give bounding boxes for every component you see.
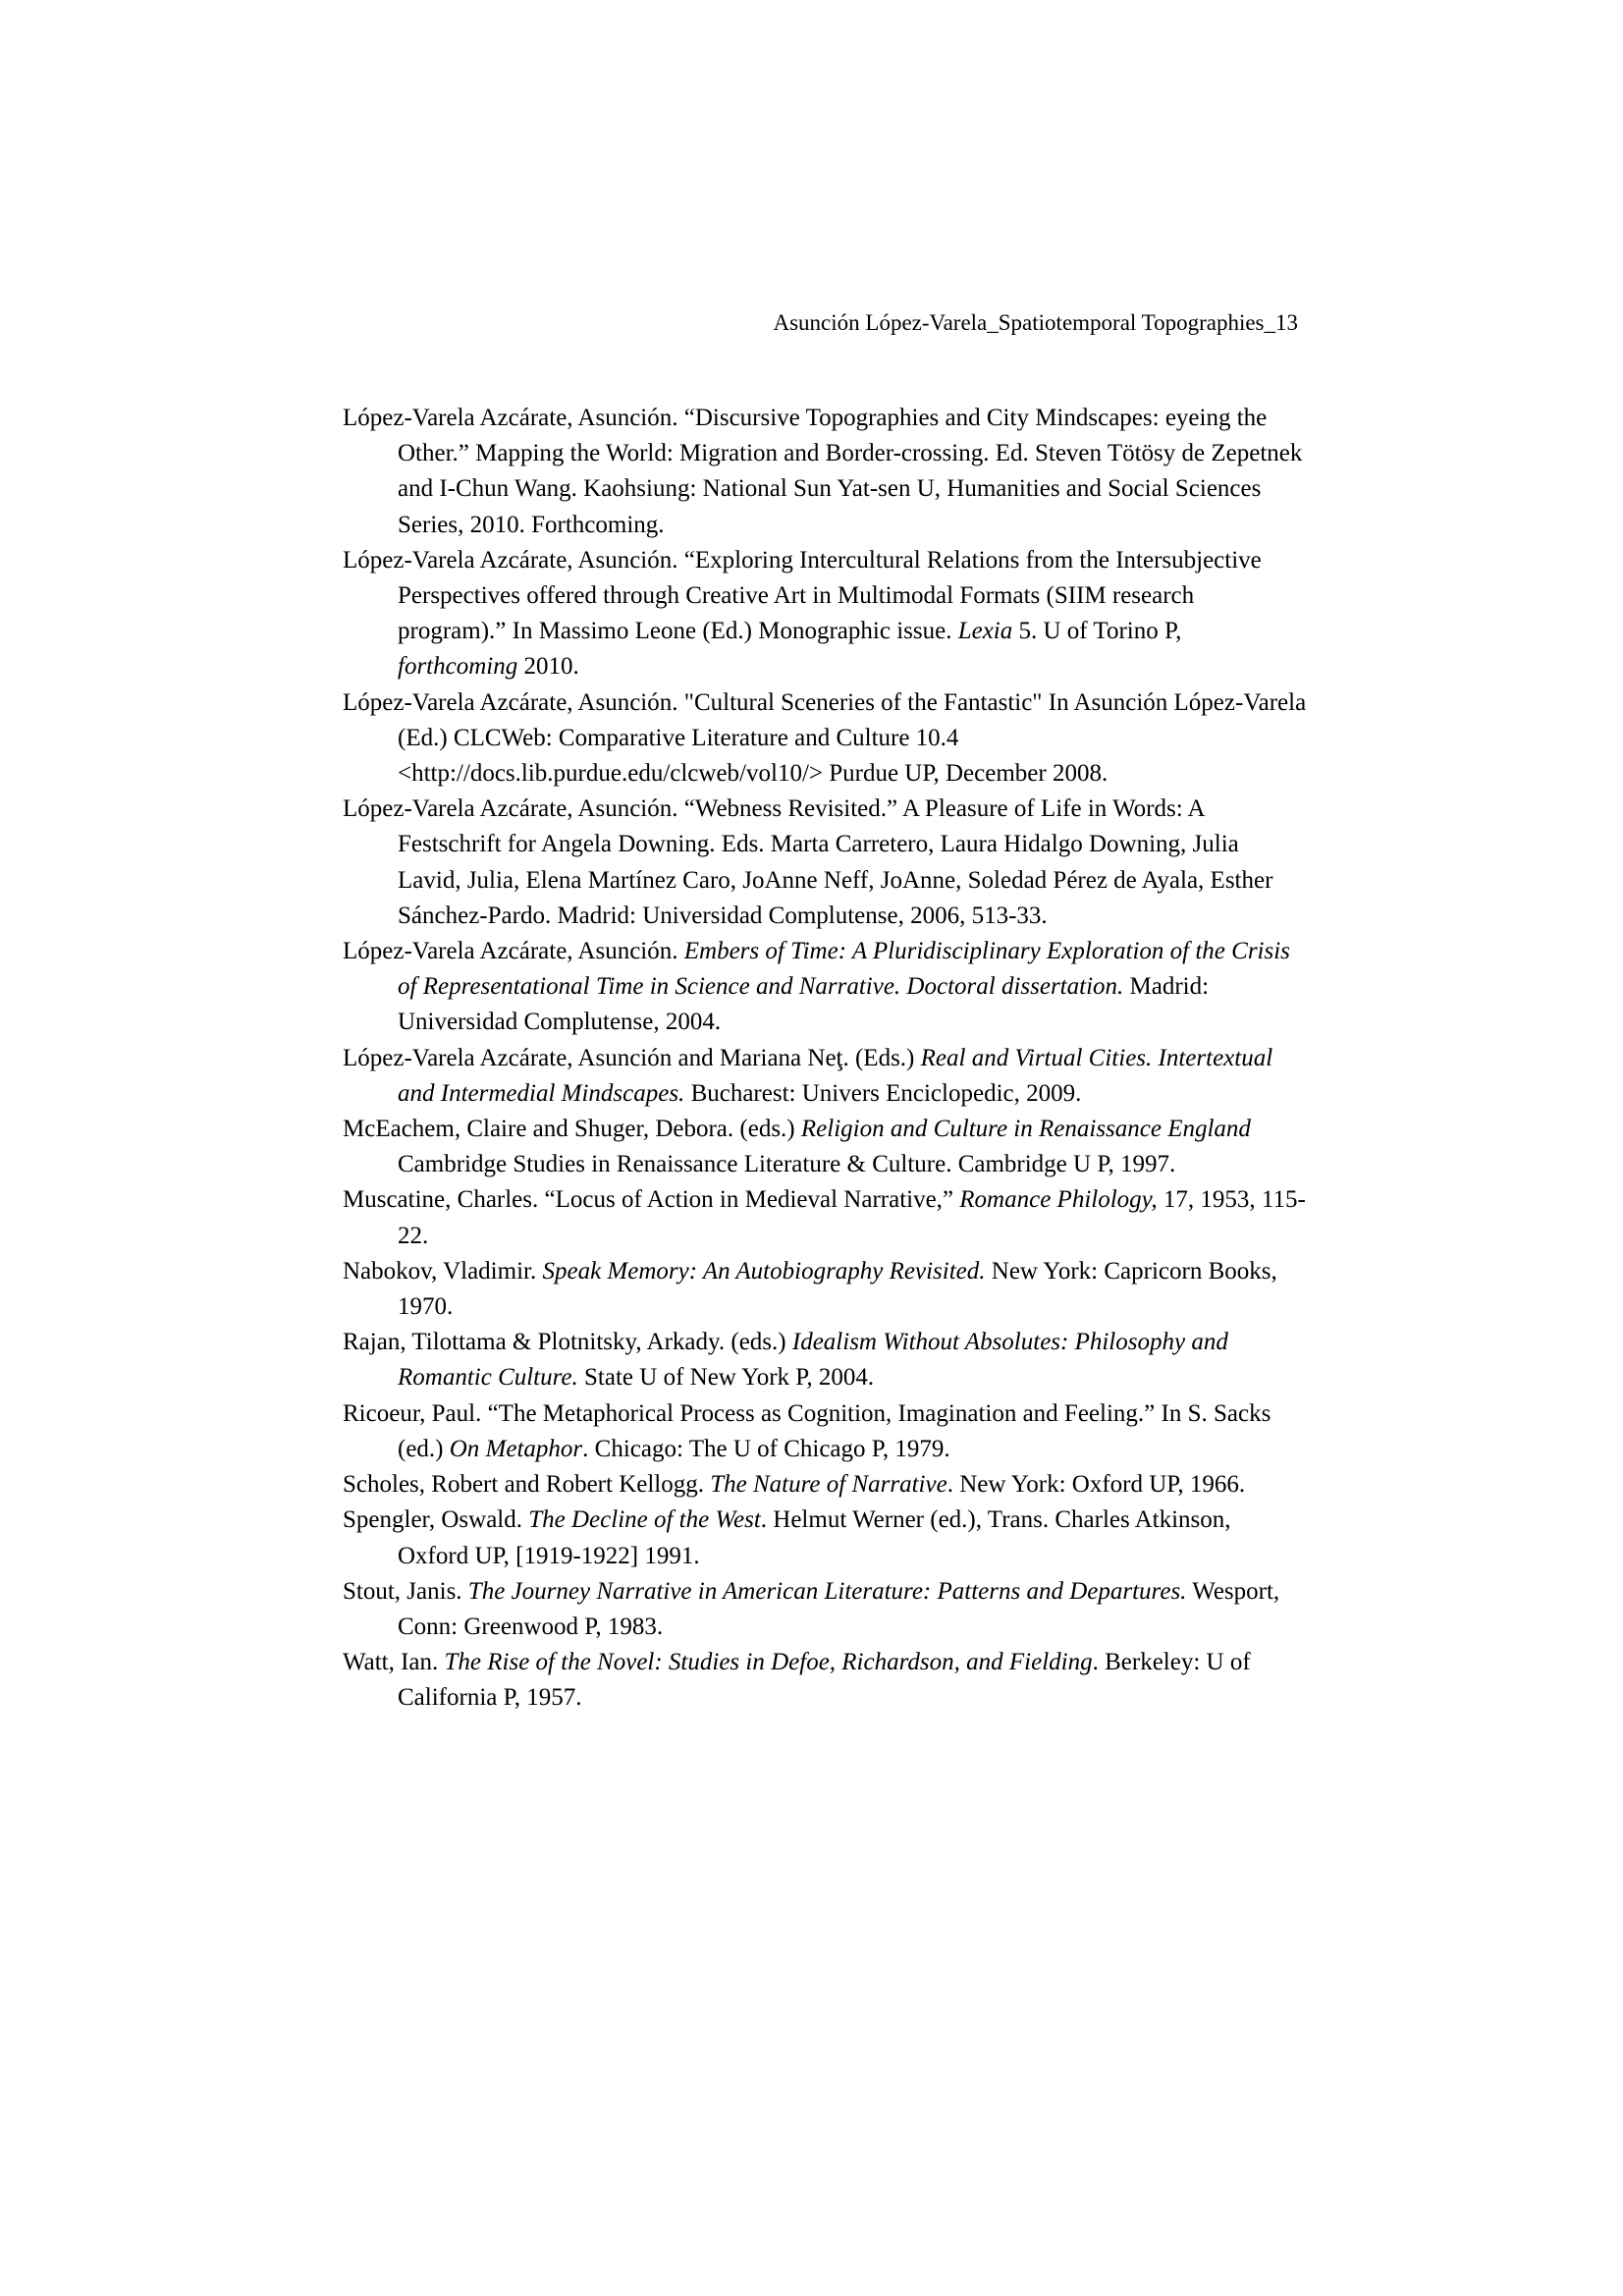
reference-text: Scholes, Robert and Robert Kellogg.	[343, 1471, 711, 1499]
reference-title: forthcoming	[398, 653, 518, 681]
reference-text: Madrid: Universidad Complutense, 2004.	[398, 973, 1210, 1036]
reference-entry	[343, 1396, 1307, 1467]
reference-entry	[343, 1112, 1307, 1182]
reference-text: . Helmut Werner (ed.), Trans. Charles Atkinson, Oxford UP, [1919-1922] 1991.	[398, 1506, 1231, 1569]
reference-text: López-Varela Azcárate, Asunción. "Cultural Sceneries of the Fantastic" In Asunción López-Varela (Ed.) CLCWeb: Comparative Literature and Culture 10.4 <http://docs.lib.purdue.edu/clcweb/vol10/> Purdue UP, December 2008.	[343, 688, 1307, 788]
reference-text: . New York: Oxford UP, 1966.	[947, 1471, 1246, 1499]
reference-entry	[343, 1254, 1307, 1325]
reference-title: Real and Virtual Cities. Intertextual and Intermedial Mindscapes.	[398, 1044, 1273, 1107]
reference-entry	[343, 685, 1307, 793]
reference-text: 17, 1953, 115-22.	[398, 1186, 1306, 1249]
reference-title: Speak Memory: An Autobiography Revisited.	[542, 1257, 986, 1285]
reference-title: On Metaphor	[449, 1435, 583, 1462]
reference-entry	[343, 934, 1307, 1041]
reference-entry	[343, 401, 1307, 543]
reference-entry	[343, 792, 1307, 934]
reference-text: . Chicago: The U of Chicago P, 1979.	[582, 1435, 950, 1462]
reference-text: . Berkeley: U of California P, 1957.	[398, 1649, 1251, 1712]
reference-text: López-Varela Azcárate, Asunción and Mariana Neţ. (Eds.)	[343, 1044, 921, 1071]
reference-title: Embers of Time: A Pluridisciplinary Exploration of the Crisis of Representational Time in Science and Narrative. Doctoral dissertation.	[398, 938, 1290, 1001]
reference-entry	[343, 1041, 1307, 1112]
reference-text: López-Varela Azcárate, Asunción. “Discursive Topographies and City Mindscapes: eyeing the Other.” Mapping the World: Migration and Border-crossing. Ed. Steven Tötösy de Zepetnek and I-Chun Wang. Kaohsiung: National Sun Yat-sen U, Humanities and Social Sciences Series, 2010. Forthcoming.	[343, 405, 1303, 538]
reference-text: Stout, Janis.	[343, 1577, 468, 1605]
reference-entry	[343, 1182, 1307, 1253]
reference-text: 2010.	[517, 653, 579, 681]
reference-list	[343, 401, 1307, 1717]
reference-text: Muscatine, Charles. “Locus of Action in Medieval Narrative,”	[343, 1186, 960, 1214]
reference-text: Watt, Ian.	[343, 1649, 445, 1676]
reference-entry	[343, 543, 1307, 685]
reference-text: New York: Capricorn Books, 1970.	[398, 1257, 1277, 1321]
reference-text: López-Varela Azcárate, Asunción.	[343, 938, 684, 965]
reference-text: Wesport, Conn: Greenwood P, 1983.	[398, 1577, 1280, 1640]
reference-entry	[343, 1645, 1307, 1716]
reference-text: López-Varela Azcárate, Asunción. “Exploring Intercultural Relations from the Intersubjective Perspectives offered through Creative Art in Multimodal Formats (SIIM research program).” In Massimo Leone (Ed.) Monographic issue.	[343, 546, 1262, 645]
reference-title: The Journey Narrative in American Literature: Patterns and Departures.	[467, 1577, 1187, 1605]
reference-title: Romance Philology,	[959, 1186, 1158, 1214]
reference-text: Cambridge Studies in Renaissance Literature & Culture. Cambridge U P, 1997.	[398, 1151, 1176, 1178]
reference-title: The Decline of the West	[528, 1506, 761, 1534]
reference-text: López-Varela Azcárate, Asunción. “Webness Revisited.” A Pleasure of Life in Words: A Festschrift for Angela Downing. Eds. Marta Carretero, Laura Hidalgo Downing, Julia Lavid, Julia, Elena Martínez Caro, JoAnne Neff, JoAnne, Soledad Pérez de Ayala, Esther Sánchez-Pardo. Madrid: Universidad Complutense, 2006, 513-33.	[343, 795, 1273, 929]
reference-entry	[343, 1503, 1307, 1573]
reference-text: State U of New York P, 2004.	[577, 1364, 875, 1392]
running-header: Asunción López-Varela_Spatiotemporal Topographies_13	[773, 310, 1298, 335]
reference-text: Rajan, Tilottama & Plotnitsky, Arkady. (eds.)	[343, 1329, 792, 1356]
reference-text: Spengler, Oswald.	[343, 1506, 529, 1534]
reference-text: Bucharest: Univers Enciclopedic, 2009.	[684, 1079, 1082, 1107]
reference-title: The Nature of Narrative	[710, 1471, 947, 1499]
reference-title: The Rise of the Novel: Studies in Defoe, Richardson, and Fielding	[444, 1649, 1093, 1676]
reference-text: McEachem, Claire and Shuger, Debora. (eds.)	[343, 1116, 801, 1143]
reference-entry	[343, 1574, 1307, 1645]
reference-title: Religion and Culture in Renaissance England	[800, 1116, 1251, 1143]
reference-text: Nabokov, Vladimir.	[343, 1257, 543, 1285]
reference-text: 5. U of Torino P,	[1012, 618, 1182, 645]
reference-text: Ricoeur, Paul. “The Metaphorical Process as Cognition, Imagination and Feeling.” In S. Sacks (ed.)	[343, 1399, 1271, 1462]
reference-entry	[343, 1325, 1307, 1395]
reference-entry	[343, 1467, 1307, 1503]
reference-title: Idealism Without Absolutes: Philosophy and Romantic Culture.	[398, 1329, 1228, 1392]
reference-title: Lexia	[957, 618, 1013, 645]
